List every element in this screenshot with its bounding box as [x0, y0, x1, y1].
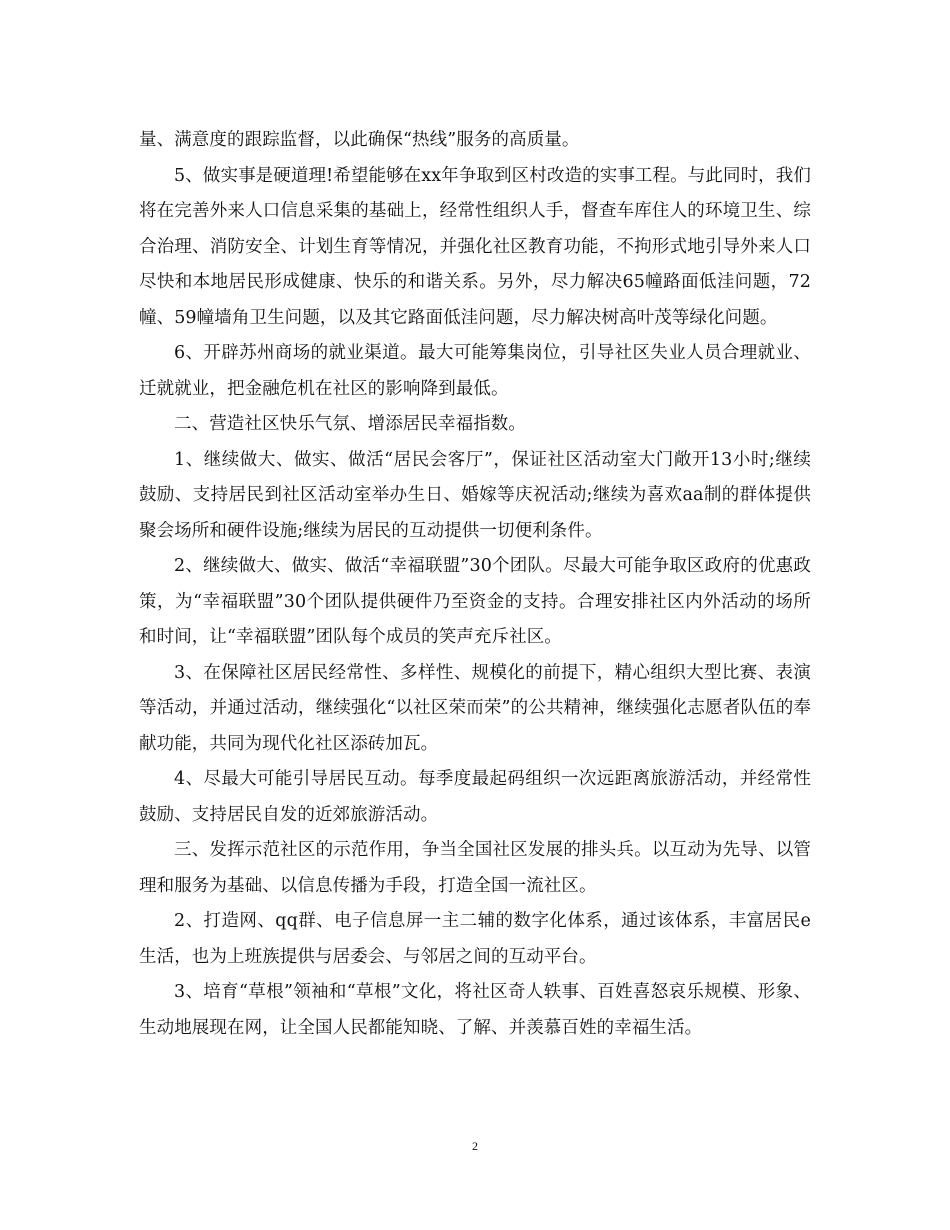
paragraph-5: 2、继续做大、做实、做活“幸福联盟”30个团队。尽最大可能争取区政府的优惠政策，为“幸福联盟”30个团队提供硬件乃至资金的支持。合理安排社区内外活动的场所和时间，让“幸福联盟”团队每个成员的笑声充斥社区。: [139, 556, 811, 647]
paragraph-4: 1、继续做大、做实、做活“居民会客厅”，保证社区活动室大门敞开13小时;继续鼓励、支持居民到社区活动室举办生日、婚嫁等庆祝活动;继续为喜欢aa制的群体提供聚会场所和硬件设施;继续为居民的互动提供一切便利条件。: [139, 449, 811, 541]
paragraph-1: 量、满意度的跟踪监督，以此确保“热线”服务的高质量。: [139, 130, 580, 150]
section-heading-3: 三、发挥示范社区的示范作用，争当全国社区发展的排头兵。以互动为先导、以管理和服务为基础、以信息传播为手段，打造全国一流社区。: [139, 840, 811, 896]
document-body: [139, 123, 811, 1046]
paragraph-6: 3、在保障社区居民经常性、多样性、规模化的前提下，精心组织大型比赛、表演等活动，并通过活动，继续强化“以社区荣而荣”的公共精神，继续强化志愿者队伍的奉献功能，共同为现代化社区添砖加瓦。: [139, 662, 811, 754]
paragraph-2: 5、做实事是硬道理!希望能够在xx年争取到区村改造的实事工程。与此同时，我们将在完善外来人口信息采集的基础上，经常性组织人手，督查车库住人的环境卫生、综合治理、消防安全、计划生育等情况，并强化社区教育功能，不拘形式地引导外来人口尽快和本地居民形成健康、快乐的和谐关系。另外，尽力解决65幢路面低洼问题，72幢、59幢墙角卫生问题，以及其它路面低洼问题，尽力解决树高叶茂等绿化问题。: [139, 165, 811, 328]
paragraph-3: 6、开辟苏州商场的就业渠道。最大可能筹集岗位，引导社区失业人员合理就业、迁就就业，把金融危机在社区的影响降到最低。: [139, 343, 811, 399]
section-heading-2: 二、营造社区快乐气氛、增添居民幸福指数。: [174, 414, 526, 434]
page-number: 2: [472, 1139, 478, 1153]
paragraph-9: 3、培育“草根”领袖和“草根”文化，将社区奇人轶事、百姓喜怒哀乐规模、形象、生动地展现在网，让全国人民都能知晓、了解、并羡慕百姓的幸福生活。: [139, 982, 811, 1038]
paragraph-7: 4、尽最大可能引导居民互动。每季度最起码组织一次远距离旅游活动，并经常性鼓励、支持居民自发的近郊旅游活动。: [139, 769, 811, 825]
paragraph-8: 2、打造网、qq群、电子信息屏一主二辅的数字化体系，通过该体系，丰富居民e生活，也为上班族提供与居委会、与邻居之间的互动平台。: [139, 911, 811, 967]
